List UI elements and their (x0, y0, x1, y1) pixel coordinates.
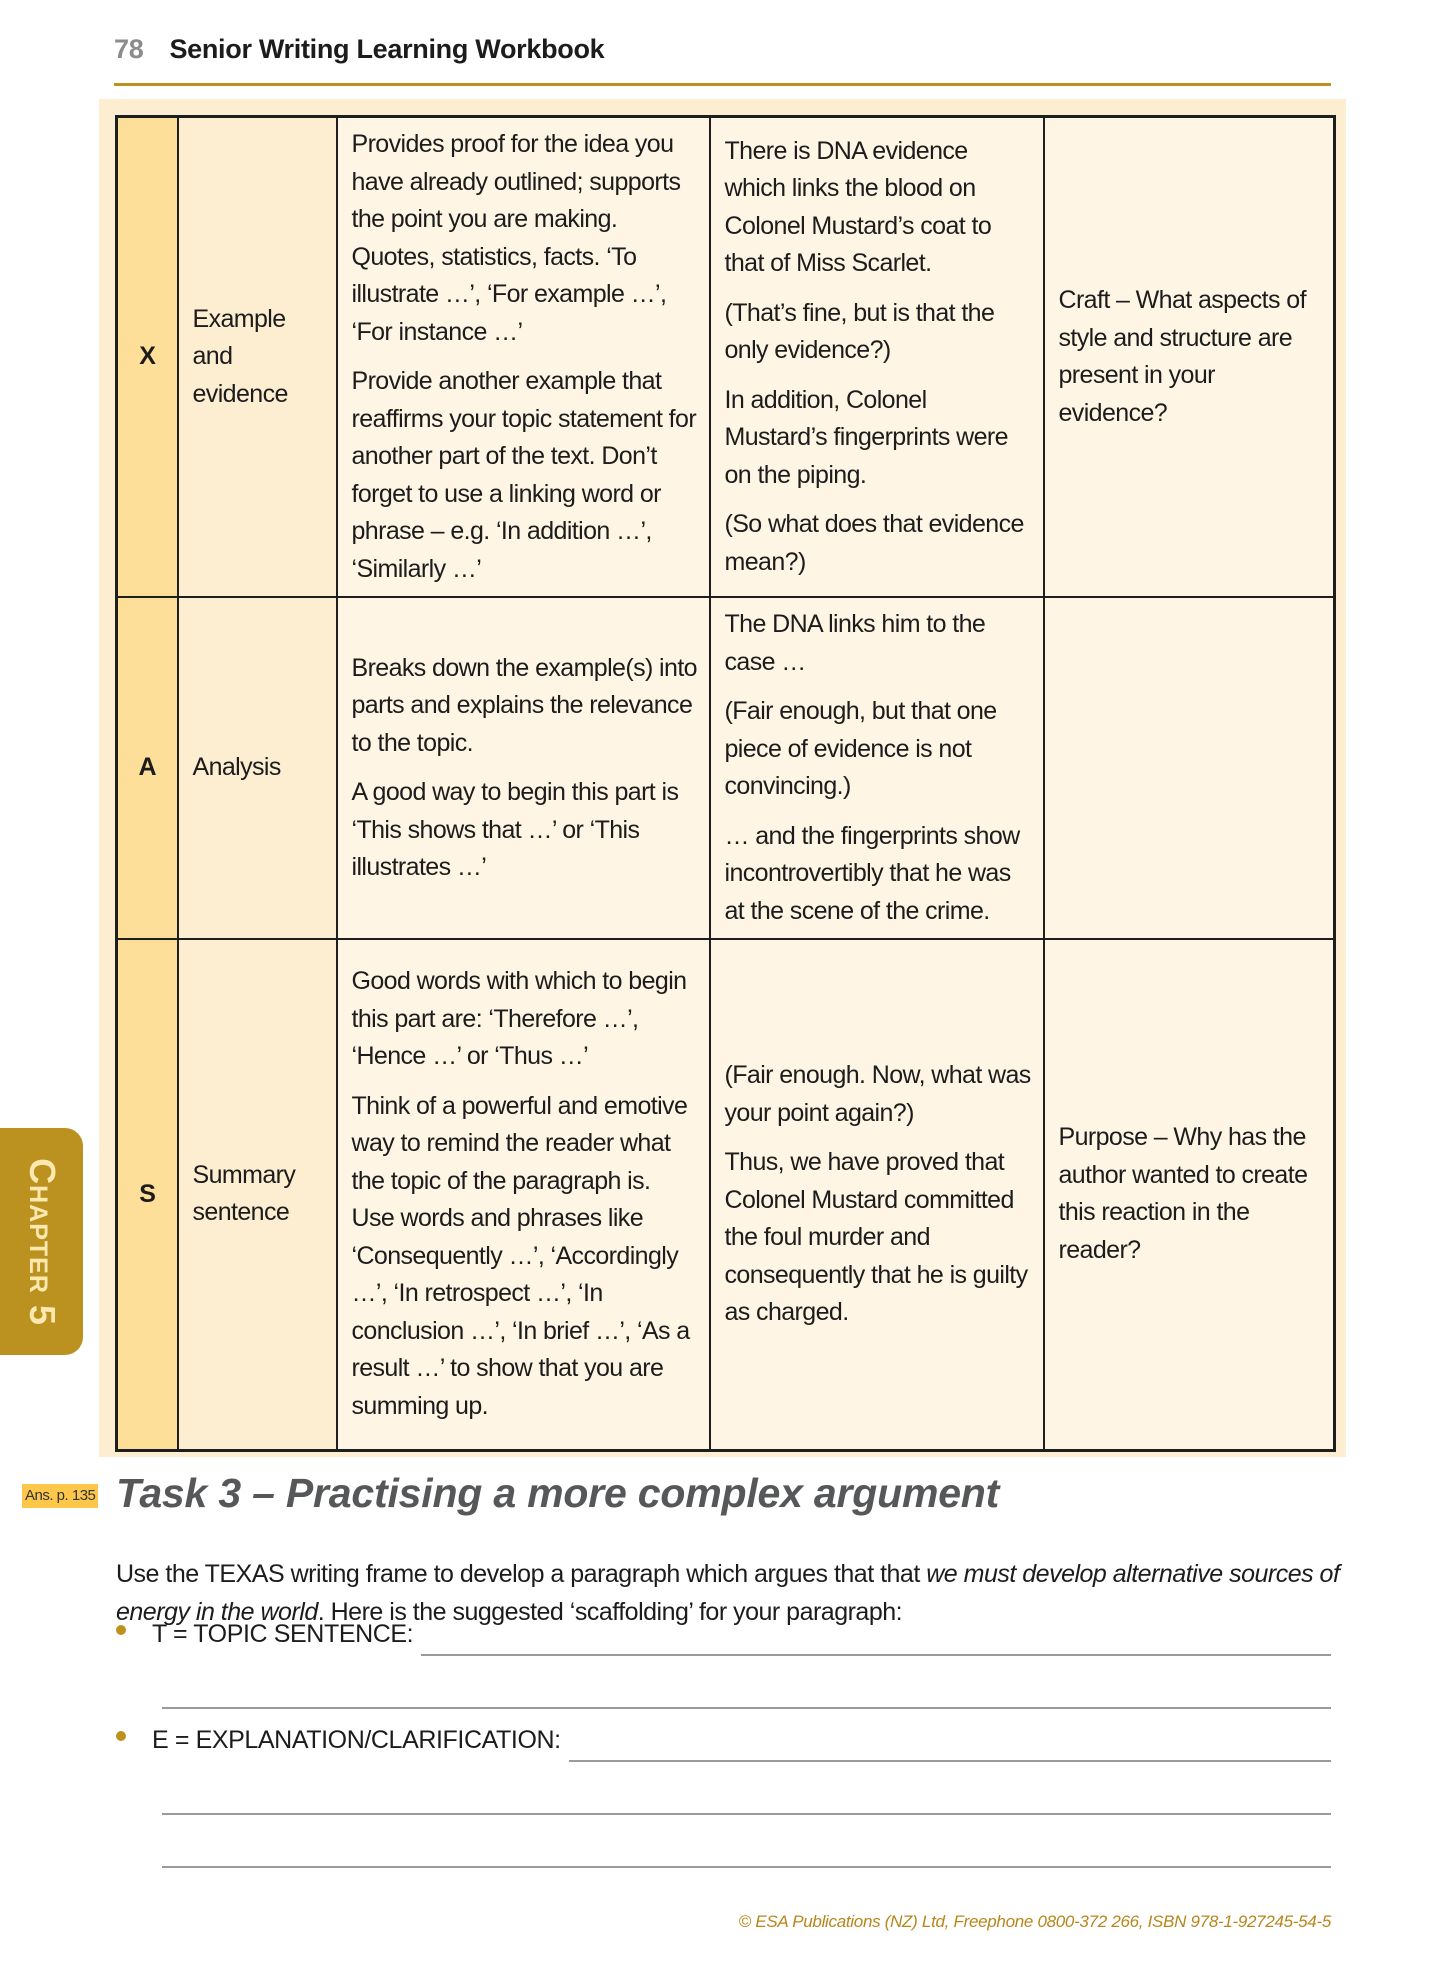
answer-line-input[interactable] (162, 1813, 1331, 1815)
texas-frame-table (115, 115, 1336, 1452)
row-name-line: and (192, 342, 233, 371)
task-intro-text: Use the TEXAS writing frame to develop a paragraph which argues that that (116, 1560, 927, 1588)
answer-page-badge[interactable]: Ans. p. 135 (22, 1484, 98, 1508)
row-example-paragraph: (So what does that evidence mean?) (724, 510, 1024, 576)
scaffold-item (116, 1726, 571, 1755)
row-name-line: sentence (192, 1198, 290, 1227)
page-header (114, 34, 604, 74)
row-letter: X (117, 117, 178, 598)
row-letter: A (117, 597, 178, 939)
row-example-paragraph: (Fair enough. Now, what was your point again?) (724, 1061, 1031, 1127)
row-description-paragraph: Breaks down the example(s) into parts and explains the relevance to the topic. (351, 653, 697, 757)
page-number: 78 (114, 34, 144, 64)
row-example-paragraph: Thus, we have proved that Colonel Mustard committed the foul murder and consequently that he is guilty as charged. (724, 1148, 1028, 1326)
row-name-line: Example (192, 304, 286, 333)
row-description-paragraph: Provide another example that reaffirms your topic statement for another part of the text. Don’t forget to use a linking word or phrase – e.g. ‘In addition …’, ‘Similarly …’ (351, 367, 697, 583)
row-letter: S (117, 939, 178, 1450)
bullet-icon (116, 1625, 126, 1635)
bullet-icon (116, 1731, 126, 1741)
row-example-paragraph: … and the fingerprints show incontrovertibly that he was at the scene of the crime. (724, 821, 1020, 925)
table-row-s (117, 939, 1335, 1450)
scaffold-item (116, 1620, 423, 1649)
table-row-x (117, 117, 1335, 598)
row-example-paragraph: There is DNA evidence which links the blood on Colonel Mustard’s coat to that of Miss Scarlet. (724, 136, 992, 278)
task-intro-emphasis: we must develop alternative sources of energy in the world (116, 1560, 1340, 1626)
answer-line-input[interactable] (162, 1866, 1331, 1868)
book-title: Senior Writing Learning Workbook (169, 34, 605, 64)
row-description-paragraph: Provides proof for the idea you have already outlined; supports the point you are making. Quotes, statistics, facts. ‘To illustrate …’, ‘For example …’, ‘For instance …’ (351, 130, 681, 346)
row-question (1044, 939, 1335, 1450)
row-name-line: Analysis (192, 753, 281, 782)
row-question (1044, 117, 1335, 598)
header-divider (114, 83, 1331, 86)
row-name (178, 597, 337, 939)
row-description (337, 939, 710, 1450)
row-example-paragraph: (That’s fine, but is that the only evidence?) (724, 298, 995, 365)
row-example-paragraph: (Fair enough, but that one piece of evidence is not convincing.) (724, 697, 997, 800)
chapter-tab-label: Chapter 5 (21, 1157, 63, 1326)
row-name-line: evidence (192, 379, 288, 408)
row-name (178, 939, 337, 1450)
table-row-a (117, 597, 1335, 939)
row-description-paragraph: A good way to begin this part is ‘This shows that …’ or ‘This illustrates …’ (351, 778, 679, 881)
row-question (1044, 597, 1335, 939)
row-question-text: Purpose – Why has the author wanted to create this reaction in the reader? (1058, 1123, 1308, 1264)
scaffold-label: E = EXPLANATION/CLARIFICATION: (152, 1726, 561, 1754)
row-example-paragraph: In addition, Colonel Mustard’s fingerprints were on the piping. (724, 385, 1008, 489)
row-description-paragraph: Good words with which to begin this part are: ‘Therefore …’, ‘Hence …’ or ‘Thus …’ (351, 967, 687, 1071)
row-example-paragraph: The DNA links him to the case … (724, 610, 986, 676)
row-description (337, 597, 710, 939)
answer-line-input[interactable] (421, 1654, 1331, 1656)
chapter-tab[interactable] (0, 1128, 83, 1355)
row-example (710, 117, 1044, 598)
row-description-paragraph: Think of a powerful and emotive way to remind the reader what the topic of the paragraph is. Use words and phrases like ‘Consequently …’, ‘Accordingly …’, ‘In retrospect …’, ‘In conclusion …’, ‘In brief …’, ‘As a result …’ to show that you are summing up. (351, 1091, 690, 1420)
copyright-footer: © ESA Publications (NZ) Ltd, Freephone 0800-372 266, ISBN 978-1-927245-54-5 (738, 1912, 1331, 1931)
row-example (710, 597, 1044, 939)
row-example (710, 939, 1044, 1450)
task-intro-text-end: . Here is the suggested ‘scaffolding’ for your paragraph: (317, 1597, 903, 1626)
row-description (337, 117, 710, 598)
answer-line-input[interactable] (569, 1760, 1331, 1762)
scaffold-label: T = TOPIC SENTENCE: (152, 1620, 414, 1648)
row-question-text: Craft – What aspects of style and structure are present in your evidence? (1058, 286, 1306, 427)
row-name-line: Summary (192, 1160, 296, 1189)
answer-line-input[interactable] (162, 1707, 1331, 1709)
row-name (178, 117, 337, 598)
task-title: Task 3 – Practising a more complex argument (116, 1470, 1000, 1516)
